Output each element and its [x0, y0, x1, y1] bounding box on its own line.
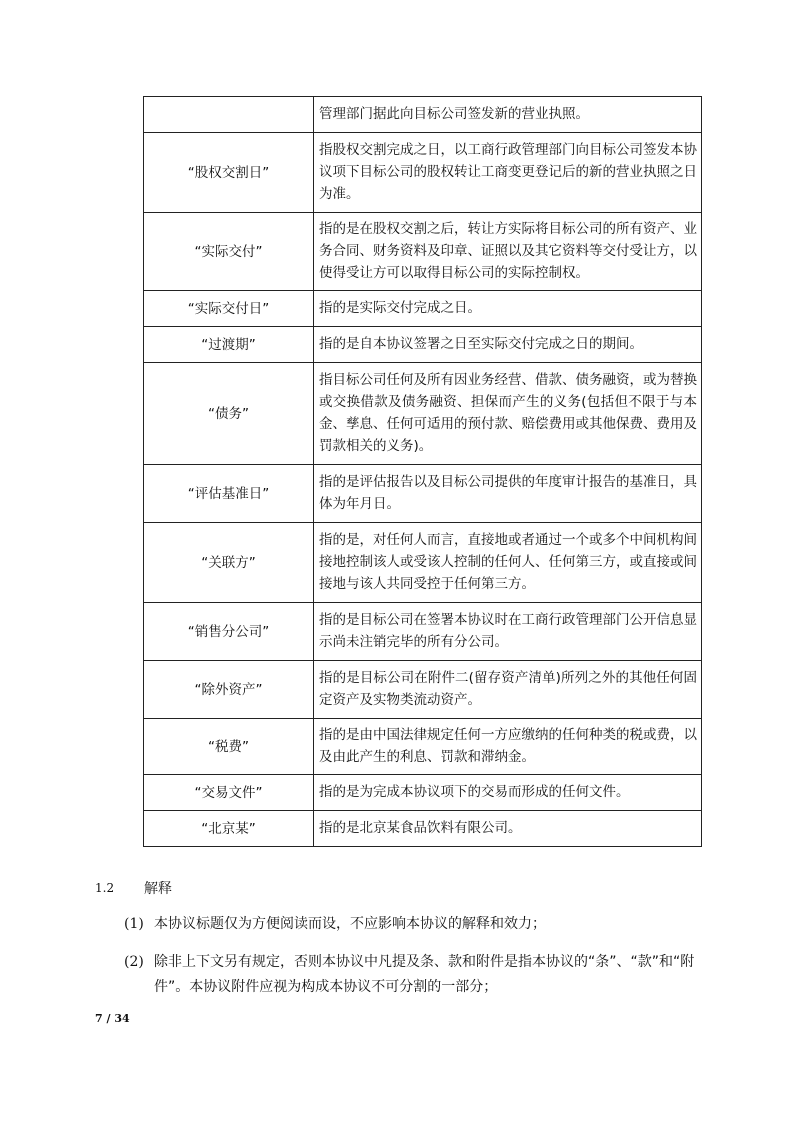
- definition-cell: 指的是为完成本协议项下的交易而形成的任何文件。: [314, 775, 702, 811]
- term-cell: “除外资产”: [144, 661, 314, 719]
- term-cell: [144, 97, 314, 133]
- list-item-number: (2): [124, 954, 144, 970]
- list-item-text: 除非上下文另有规定，否则本协议中凡提及条、款和附件是指本协议的“条”、“款”和“附件”。本协议附件应视为构成本协议不可分割的一部分；: [154, 954, 695, 995]
- table-row: [144, 97, 702, 133]
- section-number: 1.2: [95, 881, 115, 895]
- table-row: [144, 603, 702, 661]
- list-item-number: (1): [124, 916, 144, 932]
- term-cell: “北京某”: [144, 811, 314, 847]
- table-row: [144, 363, 702, 465]
- section-title: 解释: [144, 881, 172, 897]
- definition-cell: 指股权交割完成之日，以工商行政管理部门向目标公司签发本协议项下目标公司的股权转让工商变更登记后的新的营业执照之日为准。: [314, 133, 702, 213]
- definition-cell: 指的是目标公司在签署本协议时在工商行政管理部门公开信息显示尚未注销完毕的所有分公司。: [314, 603, 702, 661]
- table-row: [144, 291, 702, 327]
- table-row: [144, 811, 702, 847]
- term-cell: “税费”: [144, 719, 314, 775]
- term-cell: “过渡期”: [144, 327, 314, 363]
- table-row: [144, 719, 702, 775]
- term-cell: “交易文件”: [144, 775, 314, 811]
- definition-cell: 指的是评估报告以及目标公司提供的年度审计报告的基准日，具体为年月日。: [314, 465, 702, 523]
- list-item: [124, 912, 704, 937]
- term-cell: “评估基准日”: [144, 465, 314, 523]
- table-row: [144, 661, 702, 719]
- definition-cell: 管理部门据此向目标公司签发新的营业执照。: [314, 97, 702, 133]
- definitions-table: [143, 96, 702, 847]
- table-row: [144, 213, 702, 291]
- table-row: [144, 133, 702, 213]
- definition-cell: 指的是实际交付完成之日。: [314, 291, 702, 327]
- table-row: [144, 523, 702, 603]
- table-row: [144, 775, 702, 811]
- definition-cell: 指的是在股权交割之后，转让方实际将目标公司的所有资产、业务合同、财务资料及印章、证照以及其它资料等交付受让方，以使得受让方可以取得目标公司的实际控制权。: [314, 213, 702, 291]
- term-cell: “关联方”: [144, 523, 314, 603]
- definition-cell: 指的是自本协议签署之日至实际交付完成之日的期间。: [314, 327, 702, 363]
- definition-cell: 指的是，对任何人而言，直接地或者通过一个或多个中间机构间接地控制该人或受该人控制的任何人、任何第三方，或直接或间接地与该人共同受控于任何第三方。: [314, 523, 702, 603]
- list-item: [124, 950, 704, 1000]
- term-cell: “实际交付”: [144, 213, 314, 291]
- term-cell: “销售分公司”: [144, 603, 314, 661]
- table-row: [144, 327, 702, 363]
- table-row: [144, 465, 702, 523]
- definition-cell: 指的是目标公司在附件二(留存资产清单)所列之外的其他任何固定资产及实物类流动资产。: [314, 661, 702, 719]
- page-number: 7 / 34: [95, 1012, 130, 1025]
- definition-cell: 指的是由中国法律规定任何一方应缴纳的任何种类的税或费，以及由此产生的利息、罚款和滞纳金。: [314, 719, 702, 775]
- definition-cell: 指的是北京某食品饮料有限公司。: [314, 811, 702, 847]
- term-cell: “实际交付日”: [144, 291, 314, 327]
- list-item-text: 本协议标题仅为方便阅读而设，不应影响本协议的解释和效力；: [154, 916, 546, 932]
- term-cell: “债务”: [144, 363, 314, 465]
- definition-cell: 指目标公司任何及所有因业务经营、借款、债务融资，或为替换或交换借款及债务融资、担保而产生的义务(包括但不限于与本金、孳息、任何可适用的预付款、赔偿费用或其他保费、费用及罚款相关的义务)。: [314, 363, 702, 465]
- term-cell: “股权交割日”: [144, 133, 314, 213]
